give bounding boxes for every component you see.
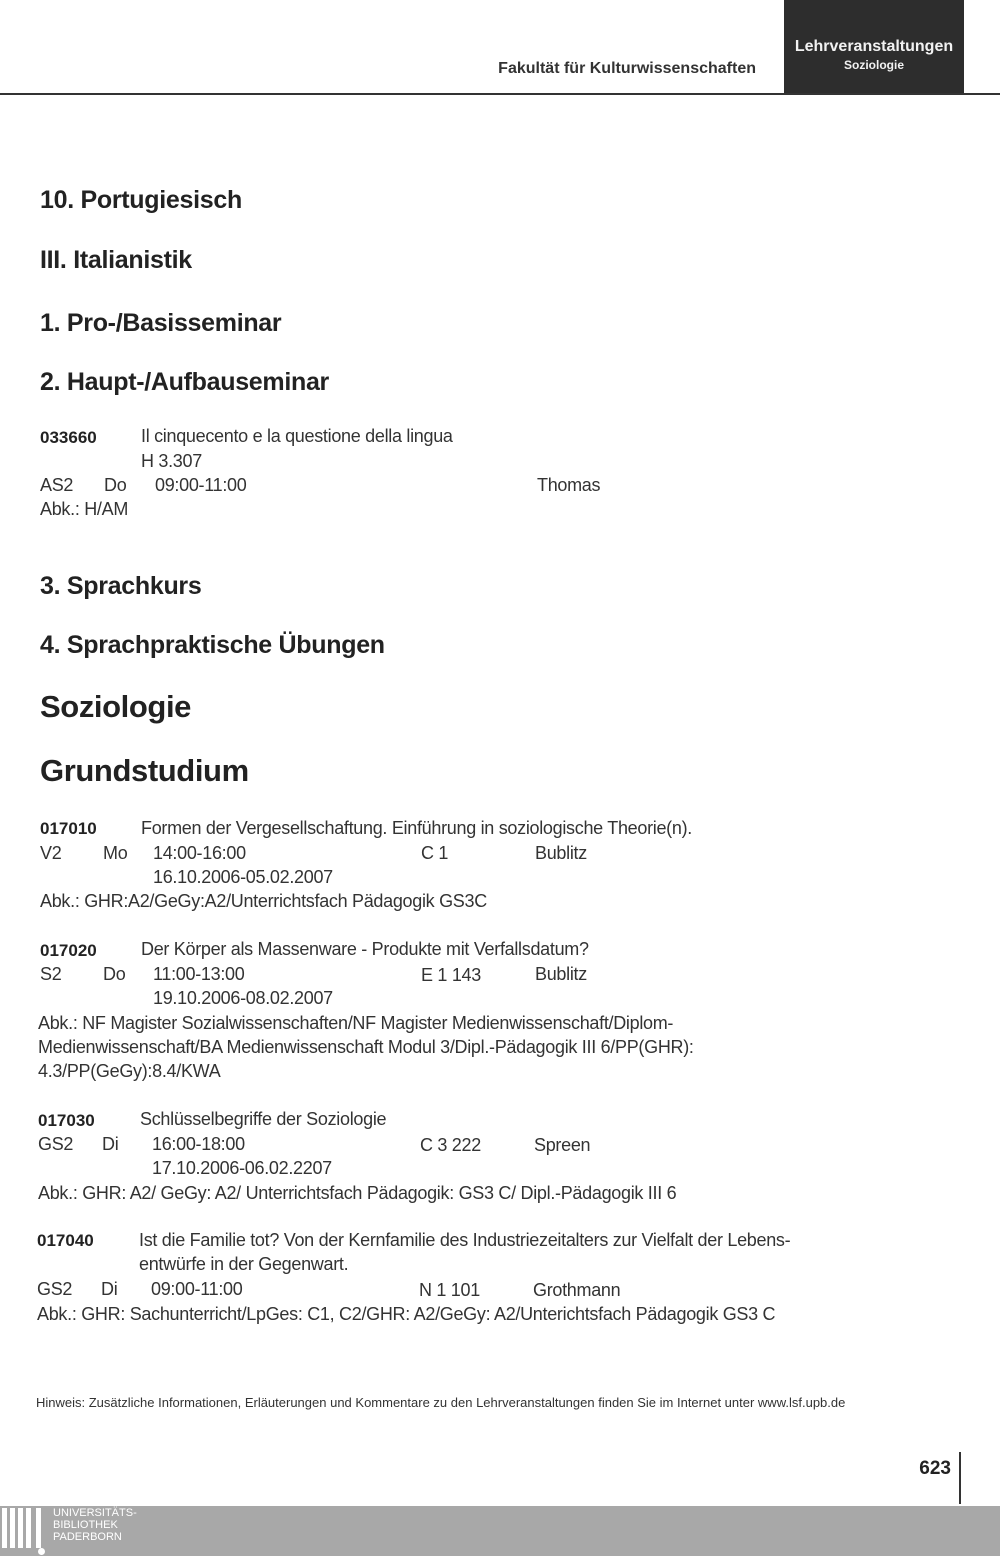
course-lecturer: Spreen (534, 1135, 591, 1155)
course-dates: 17.10.2006-06.02.2207 (152, 1158, 332, 1178)
course-room: C 1 (421, 843, 449, 863)
heading-sprachkurs: 3. Sprachkurs (40, 572, 202, 600)
course-room: N 1 101 (419, 1280, 480, 1300)
page-number-rule (959, 1452, 961, 1504)
section-header-box (784, 0, 964, 95)
library-name-line: UNIVERSITÄTS- (53, 1507, 137, 1519)
course-abk: Abk.: GHR: A2/ GeGy: A2/ Unterrichtsfach Pädagogik: GS3 C/ Dipl.-Pädagogik III 6 (38, 1183, 677, 1203)
course-abk-line: Medienwissenschaft/BA Medienwissenschaft Modul 3/Dipl.-Pädagogik III 6/PP(GHR): (38, 1037, 694, 1057)
page-number: 623 (919, 1458, 951, 1479)
course-id: 017030 (38, 1111, 95, 1130)
course-abk: Abk.: GHR:A2/GeGy:A2/Unterrichtsfach Pädagogik GS3C (40, 891, 487, 911)
course-id: 033660 (40, 428, 97, 447)
heading-italianistik: III. Italianistik (40, 246, 192, 274)
library-footer-bar (0, 1506, 1000, 1556)
course-title: Schlüsselbegriffe der Soziologie (140, 1109, 387, 1129)
section-header-subtitle: Soziologie (844, 58, 904, 72)
course-time: 16:00-18:00 (152, 1134, 245, 1154)
heading-portugiesisch: 10. Portugiesisch (40, 186, 242, 214)
course-time: 14:00-16:00 (153, 843, 246, 863)
header-rule (0, 93, 1000, 95)
course-abk-line: Abk.: NF Magister Sozialwissenschaften/NF Magister Medienwissenschaft/Diplom- (38, 1013, 674, 1033)
course-type: GS2 (37, 1279, 73, 1299)
course-time: 09:00-11:00 (155, 475, 247, 495)
course-day: Di (101, 1279, 118, 1299)
course-day: Mo (103, 843, 128, 863)
course-lecturer: Grothmann (533, 1280, 621, 1300)
course-title: Il cinquecento e la questione della lingua (141, 426, 453, 446)
library-name-line: BIBLIOTHEK (53, 1519, 118, 1531)
course-abk-line: 4.3/PP(GeGy):8.4/KWA (38, 1061, 221, 1081)
course-room: H 3.307 (141, 451, 202, 471)
library-logo-icon (2, 1506, 46, 1556)
course-title-line: Ist die Familie tot? Von der Kernfamilie des Industriezeitalters zur Vielfalt der Lebens- (139, 1230, 791, 1250)
footnote-hinweis: Hinweis: Zusätzliche Informationen, Erläuterungen und Kommentare zu den Lehrveranstaltungen finden Sie im Internet unter www.lsf.upb.de (36, 1395, 846, 1410)
course-day: Do (103, 964, 126, 984)
course-abk: Abk.: GHR: Sachunterricht/LpGes: C1, C2/GHR: A2/GeGy: A2/Unterichtsfach Pädagogik GS3 C (37, 1304, 776, 1324)
course-id: 017010 (40, 819, 97, 838)
course-lecturer: Thomas (537, 475, 601, 495)
course-time: 09:00-11:00 (151, 1279, 243, 1299)
library-name (53, 1507, 137, 1543)
heading-proseminar: 1. Pro-/Basisseminar (40, 309, 282, 337)
course-type: GS2 (38, 1134, 74, 1154)
course-room: E 1 143 (421, 965, 481, 985)
course-title: Formen der Vergesellschaftung. Einführung in soziologische Theorie(n). (141, 818, 692, 838)
section-header-title: Lehrveranstaltungen (794, 38, 954, 55)
course-lecturer: Bublitz (535, 964, 587, 984)
course-type: V2 (40, 843, 62, 863)
course-lecturer: Bublitz (535, 843, 587, 863)
library-name-line: PADERBORN (53, 1531, 122, 1543)
heading-soziologie: Soziologie (40, 689, 192, 724)
course-dates: 19.10.2006-08.02.2007 (153, 988, 333, 1008)
course-title-line: entwürfe in der Gegenwart. (139, 1254, 349, 1274)
course-id: 017020 (40, 941, 97, 960)
course-id: 017040 (37, 1231, 94, 1250)
course-type: S2 (40, 964, 62, 984)
course-type: AS2 (40, 475, 74, 495)
course-time: 11:00-13:00 (153, 964, 245, 984)
course-dates: 16.10.2006-05.02.2007 (153, 867, 333, 887)
heading-sprachpraktische-uebungen: 4. Sprachpraktische Übungen (40, 631, 385, 659)
course-day: Di (102, 1134, 119, 1154)
course-room: C 3 222 (420, 1135, 481, 1155)
heading-grundstudium: Grundstudium (40, 753, 249, 788)
course-title: Der Körper als Massenware - Produkte mit Verfallsdatum? (141, 939, 589, 959)
course-abk: Abk.: H/AM (40, 499, 129, 519)
course-day: Do (104, 475, 127, 495)
faculty-name: Fakultät für Kulturwissenschaften (498, 60, 756, 77)
heading-hauptseminar: 2. Haupt-/Aufbauseminar (40, 368, 329, 396)
